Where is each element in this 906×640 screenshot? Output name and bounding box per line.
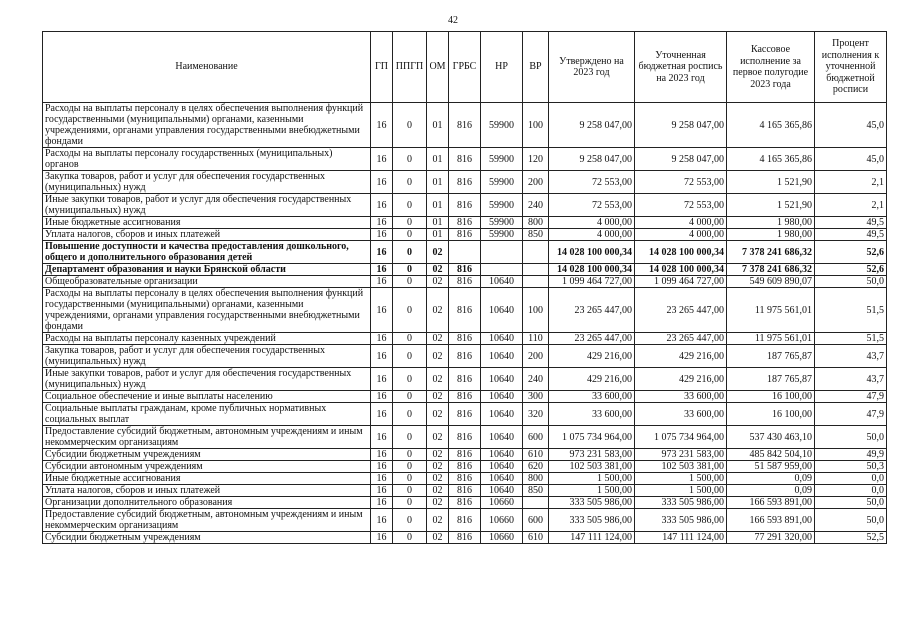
row-refined-cell: 33 600,00	[635, 391, 727, 403]
row-om-cell: 02	[427, 497, 449, 509]
row-approved-cell: 72 553,00	[549, 171, 635, 194]
row-refined-cell: 9 258 047,00	[635, 103, 727, 148]
row-np-cell: 59900	[481, 194, 523, 217]
row-vr-cell: 110	[523, 333, 549, 345]
row-ppgp-cell: 0	[393, 509, 427, 532]
row-gp-cell: 16	[371, 171, 393, 194]
row-ppgp-cell: 0	[393, 532, 427, 544]
row-percent-cell: 50,0	[815, 426, 887, 449]
row-np-cell: 59900	[481, 148, 523, 171]
row-name-cell: Иные закупки товаров, работ и услуг для обеспечения государственных (муниципальных) нужд	[43, 194, 371, 217]
table-row	[43, 148, 887, 171]
row-name-cell: Закупка товаров, работ и услуг для обеспечения государственных (муниципальных) нужд	[43, 171, 371, 194]
row-name-cell: Субсидии автономным учреждениям	[43, 461, 371, 473]
row-approved-cell: 1 500,00	[549, 473, 635, 485]
row-percent-cell: 47,9	[815, 391, 887, 403]
row-percent-cell: 50,0	[815, 509, 887, 532]
row-grbs-cell: 816	[449, 473, 481, 485]
row-refined-cell: 1 075 734 964,00	[635, 426, 727, 449]
row-percent-cell: 50,0	[815, 497, 887, 509]
row-percent-cell: 50,0	[815, 276, 887, 288]
row-gp-cell: 16	[371, 148, 393, 171]
row-ppgp-cell: 0	[393, 264, 427, 276]
row-om-cell: 02	[427, 276, 449, 288]
table-row	[43, 473, 887, 485]
table-row	[43, 264, 887, 276]
row-grbs-cell: 816	[449, 148, 481, 171]
row-np-cell: 10640	[481, 333, 523, 345]
row-grbs-cell: 816	[449, 485, 481, 497]
table-row	[43, 276, 887, 288]
row-refined-cell: 14 028 100 000,34	[635, 264, 727, 276]
row-gp-cell: 16	[371, 461, 393, 473]
row-refined-cell: 72 553,00	[635, 194, 727, 217]
row-refined-cell: 4 000,00	[635, 229, 727, 241]
row-refined-cell: 333 505 986,00	[635, 509, 727, 532]
row-executed-cell: 485 842 504,10	[727, 449, 815, 461]
row-executed-cell: 4 165 365,86	[727, 103, 815, 148]
row-approved-cell: 33 600,00	[549, 391, 635, 403]
row-executed-cell: 0,09	[727, 473, 815, 485]
row-grbs-cell: 816	[449, 497, 481, 509]
row-np-cell: 10640	[481, 461, 523, 473]
row-om-cell: 02	[427, 264, 449, 276]
row-refined-cell: 4 000,00	[635, 217, 727, 229]
row-name-cell: Расходы на выплаты персоналу казенных учреждений	[43, 333, 371, 345]
row-om-cell: 02	[427, 288, 449, 333]
row-grbs-cell: 816	[449, 229, 481, 241]
row-np-cell: 10640	[481, 368, 523, 391]
row-om-cell: 02	[427, 391, 449, 403]
row-ppgp-cell: 0	[393, 276, 427, 288]
row-ppgp-cell: 0	[393, 148, 427, 171]
row-gp-cell: 16	[371, 264, 393, 276]
row-vr-cell: 800	[523, 217, 549, 229]
row-vr-cell: 120	[523, 148, 549, 171]
table-row	[43, 368, 887, 391]
table-row	[43, 485, 887, 497]
row-ppgp-cell: 0	[393, 449, 427, 461]
row-gp-cell: 16	[371, 497, 393, 509]
row-name-cell: Уплата налогов, сборов и иных платежей	[43, 485, 371, 497]
row-gp-cell: 16	[371, 426, 393, 449]
table-row	[43, 532, 887, 544]
row-gp-cell: 16	[371, 288, 393, 333]
row-np-cell: 10660	[481, 509, 523, 532]
row-gp-cell: 16	[371, 532, 393, 544]
row-refined-cell: 333 505 986,00	[635, 497, 727, 509]
row-executed-cell: 187 765,87	[727, 368, 815, 391]
table-row	[43, 241, 887, 264]
row-executed-cell: 0,09	[727, 485, 815, 497]
row-grbs-cell: 816	[449, 194, 481, 217]
row-approved-cell: 429 216,00	[549, 368, 635, 391]
row-executed-cell: 7 378 241 686,32	[727, 264, 815, 276]
row-approved-cell: 4 000,00	[549, 217, 635, 229]
row-om-cell: 02	[427, 473, 449, 485]
page-number: 42	[448, 15, 458, 26]
row-executed-cell: 16 100,00	[727, 403, 815, 426]
row-np-cell: 10640	[481, 276, 523, 288]
row-percent-cell: 52,6	[815, 264, 887, 276]
table-row	[43, 461, 887, 473]
row-vr-cell: 300	[523, 391, 549, 403]
row-percent-cell: 2,1	[815, 171, 887, 194]
row-percent-cell: 0,0	[815, 473, 887, 485]
col-header-refined: Уточненная бюджетная роспись на 2023 год	[635, 32, 727, 103]
row-vr-cell: 240	[523, 368, 549, 391]
row-gp-cell: 16	[371, 103, 393, 148]
row-gp-cell: 16	[371, 333, 393, 345]
budget-table	[42, 31, 887, 544]
row-percent-cell: 51,5	[815, 333, 887, 345]
row-name-cell: Иные бюджетные ассигнования	[43, 473, 371, 485]
row-approved-cell: 9 258 047,00	[549, 148, 635, 171]
row-np-cell: 59900	[481, 217, 523, 229]
row-executed-cell: 11 975 561,01	[727, 333, 815, 345]
table-row	[43, 103, 887, 148]
row-gp-cell: 16	[371, 449, 393, 461]
row-approved-cell: 147 111 124,00	[549, 532, 635, 544]
row-om-cell: 01	[427, 103, 449, 148]
table-row	[43, 509, 887, 532]
row-gp-cell: 16	[371, 509, 393, 532]
row-np-cell: 59900	[481, 171, 523, 194]
row-name-cell: Расходы на выплаты персоналу в целях обеспечения выполнения функций государственными (муниципальными) органами, казенными учреждениями, органами управления государственными внебюджетными фондами	[43, 288, 371, 333]
row-grbs-cell: 816	[449, 345, 481, 368]
table-body	[43, 103, 887, 544]
row-gp-cell: 16	[371, 241, 393, 264]
row-executed-cell: 1 521,90	[727, 194, 815, 217]
table-row	[43, 171, 887, 194]
row-np-cell: 59900	[481, 229, 523, 241]
row-gp-cell: 16	[371, 276, 393, 288]
col-header-name: Наименование	[43, 32, 371, 103]
row-approved-cell: 1 500,00	[549, 485, 635, 497]
row-gp-cell: 16	[371, 368, 393, 391]
row-np-cell: 10640	[481, 403, 523, 426]
row-refined-cell: 23 265 447,00	[635, 333, 727, 345]
row-grbs-cell: 816	[449, 403, 481, 426]
row-name-cell: Предоставление субсидий бюджетным, автономным учреждениям и иным некоммерческим организациям	[43, 509, 371, 532]
row-executed-cell: 7 378 241 686,32	[727, 241, 815, 264]
row-vr-cell: 600	[523, 426, 549, 449]
table-row	[43, 426, 887, 449]
row-om-cell: 01	[427, 148, 449, 171]
row-refined-cell: 429 216,00	[635, 345, 727, 368]
row-np-cell: 10640	[481, 345, 523, 368]
row-grbs-cell: 816	[449, 461, 481, 473]
row-percent-cell: 51,5	[815, 288, 887, 333]
row-approved-cell: 33 600,00	[549, 403, 635, 426]
row-refined-cell: 9 258 047,00	[635, 148, 727, 171]
row-ppgp-cell: 0	[393, 171, 427, 194]
row-gp-cell: 16	[371, 391, 393, 403]
row-vr-cell: 600	[523, 509, 549, 532]
row-percent-cell: 49,9	[815, 449, 887, 461]
row-name-cell: Предоставление субсидий бюджетным, автономным учреждениям и иным некоммерческим организациям	[43, 426, 371, 449]
row-np-cell: 10640	[481, 288, 523, 333]
row-approved-cell: 973 231 583,00	[549, 449, 635, 461]
row-ppgp-cell: 0	[393, 333, 427, 345]
row-percent-cell: 52,6	[815, 241, 887, 264]
row-approved-cell: 1 099 464 727,00	[549, 276, 635, 288]
row-vr-cell: 240	[523, 194, 549, 217]
row-name-cell: Расходы на выплаты персоналу государственных (муниципальных) органов	[43, 148, 371, 171]
row-ppgp-cell: 0	[393, 461, 427, 473]
table-row	[43, 391, 887, 403]
col-header-om: ОМ	[427, 32, 449, 103]
row-percent-cell: 47,9	[815, 403, 887, 426]
row-grbs-cell: 816	[449, 532, 481, 544]
row-grbs-cell: 816	[449, 288, 481, 333]
row-grbs-cell: 816	[449, 333, 481, 345]
row-np-cell	[481, 241, 523, 264]
row-refined-cell: 1 500,00	[635, 485, 727, 497]
row-percent-cell: 43,7	[815, 368, 887, 391]
row-executed-cell: 166 593 891,00	[727, 497, 815, 509]
row-vr-cell	[523, 241, 549, 264]
row-grbs-cell: 816	[449, 276, 481, 288]
table-row	[43, 229, 887, 241]
row-grbs-cell: 816	[449, 171, 481, 194]
row-approved-cell: 14 028 100 000,34	[549, 241, 635, 264]
row-name-cell: Субсидии бюджетным учреждениям	[43, 449, 371, 461]
row-ppgp-cell: 0	[393, 194, 427, 217]
row-refined-cell: 1 099 464 727,00	[635, 276, 727, 288]
row-approved-cell: 333 505 986,00	[549, 497, 635, 509]
row-om-cell: 02	[427, 426, 449, 449]
row-executed-cell: 77 291 320,00	[727, 532, 815, 544]
row-approved-cell: 23 265 447,00	[549, 333, 635, 345]
row-refined-cell: 973 231 583,00	[635, 449, 727, 461]
row-om-cell: 02	[427, 241, 449, 264]
table-row	[43, 449, 887, 461]
row-om-cell: 01	[427, 194, 449, 217]
row-gp-cell: 16	[371, 229, 393, 241]
row-np-cell: 10640	[481, 449, 523, 461]
row-grbs-cell: 816	[449, 368, 481, 391]
col-header-np: НР	[481, 32, 523, 103]
row-ppgp-cell: 0	[393, 473, 427, 485]
row-name-cell: Повышение доступности и качества предоставления дошкольного, общего и дополнительного образования детей	[43, 241, 371, 264]
row-executed-cell: 166 593 891,00	[727, 509, 815, 532]
row-np-cell: 10660	[481, 497, 523, 509]
row-om-cell: 02	[427, 333, 449, 345]
row-approved-cell: 72 553,00	[549, 194, 635, 217]
row-om-cell: 02	[427, 345, 449, 368]
row-refined-cell: 147 111 124,00	[635, 532, 727, 544]
row-name-cell: Организации дополнительного образования	[43, 497, 371, 509]
row-vr-cell: 100	[523, 288, 549, 333]
row-np-cell: 10640	[481, 473, 523, 485]
row-ppgp-cell: 0	[393, 241, 427, 264]
row-vr-cell	[523, 264, 549, 276]
row-vr-cell: 850	[523, 485, 549, 497]
row-refined-cell: 102 503 381,00	[635, 461, 727, 473]
row-om-cell: 01	[427, 229, 449, 241]
row-name-cell: Департамент образования и науки Брянской области	[43, 264, 371, 276]
row-percent-cell: 43,7	[815, 345, 887, 368]
table-row	[43, 345, 887, 368]
row-grbs-cell: 816	[449, 426, 481, 449]
row-vr-cell	[523, 276, 549, 288]
row-approved-cell: 1 075 734 964,00	[549, 426, 635, 449]
row-executed-cell: 1 980,00	[727, 217, 815, 229]
row-ppgp-cell: 0	[393, 288, 427, 333]
row-grbs-cell	[449, 241, 481, 264]
col-header-gp: ГП	[371, 32, 393, 103]
row-refined-cell: 72 553,00	[635, 171, 727, 194]
row-ppgp-cell: 0	[393, 345, 427, 368]
row-gp-cell: 16	[371, 473, 393, 485]
row-name-cell: Закупка товаров, работ и услуг для обеспечения государственных (муниципальных) нужд	[43, 345, 371, 368]
row-grbs-cell: 816	[449, 217, 481, 229]
table-row	[43, 217, 887, 229]
row-ppgp-cell: 0	[393, 426, 427, 449]
row-vr-cell	[523, 497, 549, 509]
row-np-cell: 59900	[481, 103, 523, 148]
table-row	[43, 497, 887, 509]
row-om-cell: 02	[427, 449, 449, 461]
row-executed-cell: 187 765,87	[727, 345, 815, 368]
row-percent-cell: 52,5	[815, 532, 887, 544]
row-ppgp-cell: 0	[393, 103, 427, 148]
row-percent-cell: 49,5	[815, 217, 887, 229]
row-ppgp-cell: 0	[393, 497, 427, 509]
row-percent-cell: 50,3	[815, 461, 887, 473]
table-row	[43, 403, 887, 426]
row-percent-cell: 49,5	[815, 229, 887, 241]
row-grbs-cell: 816	[449, 449, 481, 461]
row-vr-cell: 320	[523, 403, 549, 426]
row-grbs-cell: 816	[449, 103, 481, 148]
row-om-cell: 02	[427, 532, 449, 544]
col-header-percent: Процент исполнения к уточненной бюджетной росписи	[815, 32, 887, 103]
table-row	[43, 333, 887, 345]
row-approved-cell: 4 000,00	[549, 229, 635, 241]
row-name-cell: Уплата налогов, сборов и иных платежей	[43, 229, 371, 241]
row-ppgp-cell: 0	[393, 391, 427, 403]
row-gp-cell: 16	[371, 217, 393, 229]
row-percent-cell: 45,0	[815, 103, 887, 148]
row-np-cell: 10640	[481, 485, 523, 497]
row-gp-cell: 16	[371, 403, 393, 426]
row-approved-cell: 23 265 447,00	[549, 288, 635, 333]
row-approved-cell: 102 503 381,00	[549, 461, 635, 473]
row-name-cell: Социальное обеспечение и иные выплаты населению	[43, 391, 371, 403]
row-refined-cell: 14 028 100 000,34	[635, 241, 727, 264]
row-executed-cell: 51 587 959,00	[727, 461, 815, 473]
row-executed-cell: 549 609 890,07	[727, 276, 815, 288]
row-gp-cell: 16	[371, 194, 393, 217]
row-om-cell: 02	[427, 485, 449, 497]
row-ppgp-cell: 0	[393, 368, 427, 391]
row-approved-cell: 14 028 100 000,34	[549, 264, 635, 276]
row-name-cell: Иные бюджетные ассигнования	[43, 217, 371, 229]
row-om-cell: 02	[427, 509, 449, 532]
col-header-approved: Утверждено на 2023 год	[549, 32, 635, 103]
row-om-cell: 02	[427, 368, 449, 391]
row-approved-cell: 9 258 047,00	[549, 103, 635, 148]
table-row	[43, 194, 887, 217]
row-np-cell: 10660	[481, 532, 523, 544]
row-grbs-cell: 816	[449, 391, 481, 403]
table-header-row	[43, 32, 887, 103]
row-approved-cell: 333 505 986,00	[549, 509, 635, 532]
col-header-grbs: ГРБС	[449, 32, 481, 103]
row-refined-cell: 23 265 447,00	[635, 288, 727, 333]
row-vr-cell: 800	[523, 473, 549, 485]
row-refined-cell: 429 216,00	[635, 368, 727, 391]
row-name-cell: Субсидии бюджетным учреждениям	[43, 532, 371, 544]
row-refined-cell: 1 500,00	[635, 473, 727, 485]
row-vr-cell: 200	[523, 171, 549, 194]
row-percent-cell: 45,0	[815, 148, 887, 171]
row-name-cell: Иные закупки товаров, работ и услуг для обеспечения государственных (муниципальных) нужд	[43, 368, 371, 391]
table-row	[43, 288, 887, 333]
row-executed-cell: 537 430 463,10	[727, 426, 815, 449]
row-percent-cell: 2,1	[815, 194, 887, 217]
row-approved-cell: 429 216,00	[549, 345, 635, 368]
row-executed-cell: 1 521,90	[727, 171, 815, 194]
row-gp-cell: 16	[371, 345, 393, 368]
row-vr-cell: 200	[523, 345, 549, 368]
row-vr-cell: 620	[523, 461, 549, 473]
row-grbs-cell: 816	[449, 264, 481, 276]
row-grbs-cell: 816	[449, 509, 481, 532]
row-vr-cell: 850	[523, 229, 549, 241]
row-refined-cell: 33 600,00	[635, 403, 727, 426]
row-vr-cell: 610	[523, 449, 549, 461]
row-vr-cell: 610	[523, 532, 549, 544]
row-np-cell	[481, 264, 523, 276]
row-ppgp-cell: 0	[393, 485, 427, 497]
row-ppgp-cell: 0	[393, 217, 427, 229]
row-ppgp-cell: 0	[393, 229, 427, 241]
row-executed-cell: 11 975 561,01	[727, 288, 815, 333]
row-np-cell: 10640	[481, 391, 523, 403]
row-executed-cell: 16 100,00	[727, 391, 815, 403]
row-name-cell: Общеобразовательные организации	[43, 276, 371, 288]
row-vr-cell: 100	[523, 103, 549, 148]
col-header-vr: ВР	[523, 32, 549, 103]
row-om-cell: 02	[427, 403, 449, 426]
row-name-cell: Социальные выплаты гражданам, кроме публичных нормативных социальных выплат	[43, 403, 371, 426]
row-om-cell: 01	[427, 171, 449, 194]
row-executed-cell: 1 980,00	[727, 229, 815, 241]
row-percent-cell: 0,0	[815, 485, 887, 497]
row-om-cell: 02	[427, 461, 449, 473]
col-header-ppgp: ППГП	[393, 32, 427, 103]
col-header-executed: Кассовое исполнение за первое полугодие 2023 года	[727, 32, 815, 103]
row-name-cell: Расходы на выплаты персоналу в целях обеспечения выполнения функций государственными (муниципальными) органами, казенными учреждениями, органами управления государственными внебюджетными фондами	[43, 103, 371, 148]
row-gp-cell: 16	[371, 485, 393, 497]
row-ppgp-cell: 0	[393, 403, 427, 426]
row-np-cell: 10640	[481, 426, 523, 449]
row-om-cell: 01	[427, 217, 449, 229]
row-executed-cell: 4 165 365,86	[727, 148, 815, 171]
